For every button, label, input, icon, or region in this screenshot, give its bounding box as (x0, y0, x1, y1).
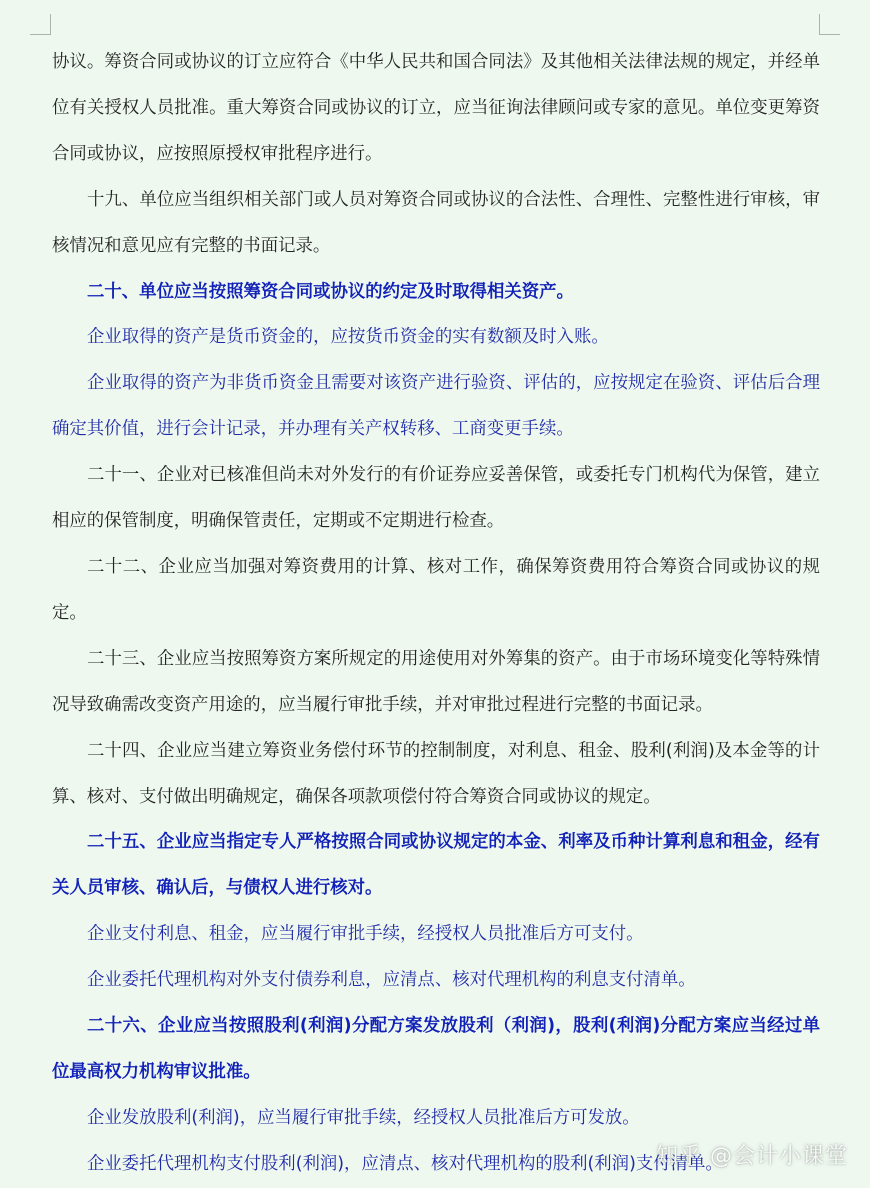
page-corner-mark-top-right (819, 14, 840, 35)
document-body (52, 40, 820, 1188)
paragraph-1: 协议。筹资合同或协议的订立应符合《中华人民共和国合同法》及其他相关法律法规的规定，并经单位有关授权人员批准。重大筹资合同或协议的订立，应当征询法律顾问或专家的意见。单位变更筹资合同或协议，应按照原授权审批程序进行。 (52, 52, 820, 164)
paragraph-4: 企业取得的资产是货币资金的，应按货币资金的实有数额及时入账。 (87, 327, 609, 348)
paragraph-12: 企业委托代理机构对外支付债券利息，应清点、核对代理机构的利息支付清单。 (87, 970, 696, 991)
paragraph-15: 企业委托代理机构支付股利(利润)，应清点、核对代理机构的股利(利润)支付清单。 (87, 1153, 723, 1174)
paragraph-3: 二十、单位应当按照筹资合同或协议的约定及时取得相关资产。 (87, 281, 574, 302)
paragraph-9: 二十四、企业应当建立筹资业务偿付环节的控制制度，对利息、租金、股利(利润)及本金等的计算、核对、支付做出明确规定，确保各项款项偿付符合筹资合同或协议的规定。 (52, 740, 820, 807)
paragraph-8: 二十三、企业应当按照筹资方案所规定的用途使用对外筹集的资产。由于市场环境变化等特殊情况导致确需改变资产用途的，应当履行审批手续，并对审批过程进行完整的书面记录。 (52, 648, 820, 715)
paragraph-6: 二十一、企业对已核准但尚未对外发行的有价证券应妥善保管，或委托专门机构代为保管，建立相应的保管制度，明确保管责任，定期或不定期进行检查。 (52, 465, 820, 532)
paragraph-7: 二十二、企业应当加强对筹资费用的计算、核对工作，确保筹资费用符合筹资合同或协议的规定。 (52, 556, 820, 623)
paragraph-5: 企业取得的资产为非货币资金且需要对该资产进行验资、评估的，应按规定在验资、评估后合理确定其价值，进行会计记录，并办理有关产权转移、工商变更手续。 (52, 373, 820, 440)
paragraph-2: 十九、单位应当组织相关部门或人员对筹资合同或协议的合法性、合理性、完整性进行审核，审核情况和意见应有完整的书面记录。 (52, 189, 820, 256)
paragraph-13: 二十六、企业应当按照股利(利润)分配方案发放股利（利润)，股利(利润)分配方案应当经过单位最高权力机构审议批准。 (52, 1016, 820, 1082)
watermark: 知乎 @会计小课堂 (656, 1144, 848, 1169)
paragraph-11: 企业支付利息、租金，应当履行审批手续，经授权人员批准后方可支付。 (87, 924, 644, 945)
paragraph-14: 企业发放股利(利润)，应当履行审批手续，经授权人员批准后方可发放。 (87, 1107, 640, 1128)
page-corner-mark-top-left (30, 14, 51, 35)
paragraph-10: 二十五、企业应当指定专人严格按照合同或协议规定的本金、利率及币种计算利息和租金，经有关人员审核、确认后，与债权人进行核对。 (52, 832, 820, 899)
